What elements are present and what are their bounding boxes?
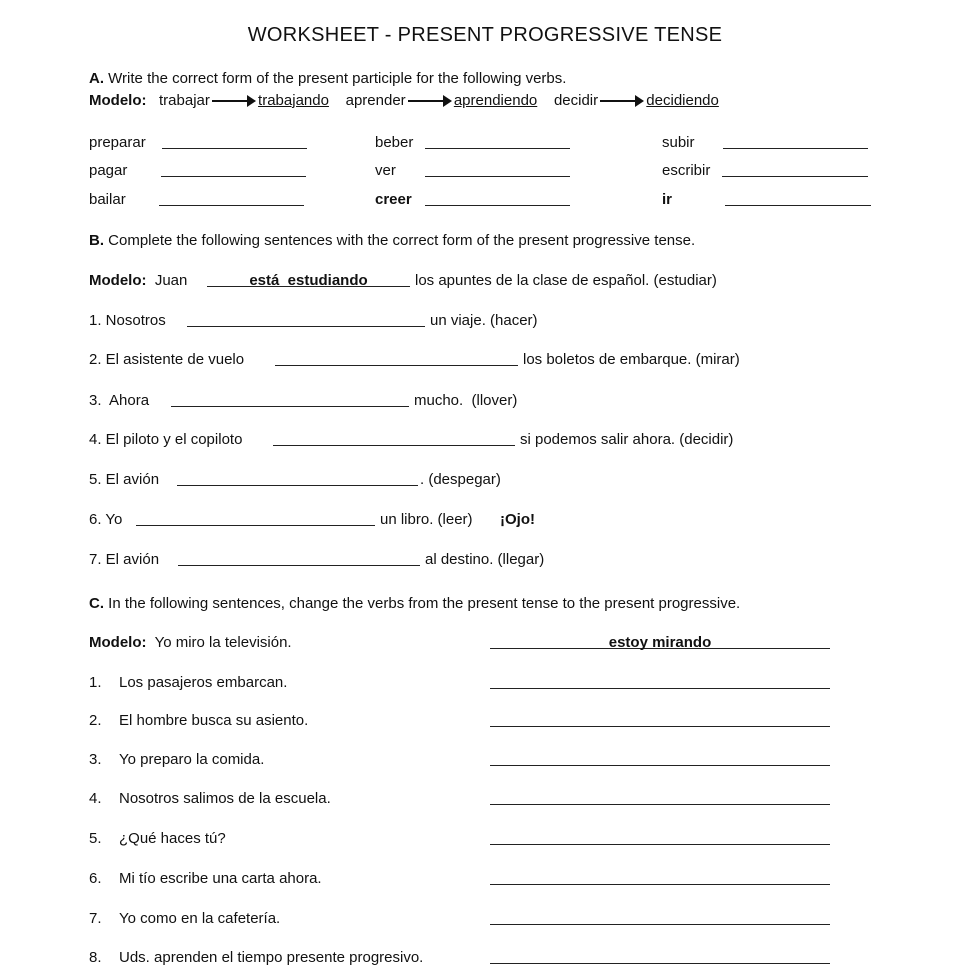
verb-label: escribir (662, 162, 711, 179)
section-b-modelo (0, 272, 970, 290)
page-title: WORKSHEET - PRESENT PROGRESSIVE TENSE (247, 24, 723, 46)
sentence-start: 7. El avión (89, 551, 160, 568)
sentence-text: ¿Qué haces tú? (119, 830, 226, 847)
sentence-start: 1. Nosotros (89, 312, 166, 329)
example-verb: decidir (553, 92, 599, 109)
answer-blank[interactable] (425, 162, 570, 177)
section-c-letter: C. (89, 595, 104, 612)
item-number: 2. (89, 712, 102, 729)
answer-blank[interactable] (723, 134, 868, 149)
sentence-item (0, 674, 970, 692)
modelo-label: Modelo: (89, 92, 147, 109)
sentence-end: . (despegar) (420, 471, 501, 488)
verb-label: bailar (89, 191, 126, 208)
answer-blank[interactable] (275, 351, 518, 366)
sentence-item (0, 511, 970, 529)
sentence-start: Juan (154, 272, 188, 289)
sentence-item (0, 471, 970, 489)
sentence-item (0, 790, 970, 808)
item-number: 6. (89, 870, 102, 887)
instruction-text: Complete the following sentences with the correct form of the present progressive tense. (108, 232, 696, 249)
sentence-item (0, 351, 970, 369)
sentence-text: Yo miro la televisión. (154, 634, 292, 651)
verb-label: preparar (89, 134, 146, 151)
sentence-end: al destino. (llegar) (425, 551, 545, 568)
example-verb: trabajar (159, 92, 210, 109)
answer-blank[interactable] (725, 191, 871, 206)
item-number: 5. (89, 830, 102, 847)
item-number: 3. (89, 751, 102, 768)
arrow-icon (600, 100, 640, 102)
sentence-end: un libro. (leer) (380, 511, 473, 528)
verb-label: beber (375, 134, 414, 151)
answer-blank[interactable] (171, 392, 409, 407)
sentence-text: Yo como en la cafetería. (119, 910, 281, 927)
sentence-item (0, 431, 970, 449)
answer-blank[interactable] (178, 551, 420, 566)
sentence-text: Los pasajeros embarcan. (119, 674, 288, 691)
verb-label: ir (662, 191, 673, 208)
sentence-item (0, 830, 970, 848)
sentence-start: 6. Yo (89, 511, 123, 528)
verb-label: ver (375, 162, 396, 179)
verb-label: creer (375, 191, 412, 208)
answer-blank[interactable] (490, 674, 830, 689)
section-b-instruction (89, 232, 695, 250)
sentence-item (0, 870, 970, 888)
instruction-text: Write the correct form of the present participle for the following verbs. (108, 70, 567, 87)
section-c-instruction (89, 595, 740, 613)
example-verb: aprender (345, 92, 406, 109)
answer-blank[interactable] (722, 162, 868, 177)
section-a-modelo (89, 92, 719, 110)
section-a-letter: A. (89, 70, 104, 87)
item-number: 8. (89, 949, 102, 966)
sentence-text: Yo preparo la comida. (119, 751, 265, 768)
verb-label: pagar (89, 162, 128, 179)
sentence-item (0, 910, 970, 928)
modelo-label: Modelo: (89, 634, 147, 651)
answer-blank[interactable] (273, 431, 515, 446)
sentence-item (0, 751, 970, 769)
answer-blank[interactable] (490, 949, 830, 964)
answer-blank[interactable] (490, 870, 830, 885)
example-answer: decidiendo (646, 92, 719, 109)
sentence-end: los boletos de embarque. (mirar) (523, 351, 740, 368)
sentence-item (0, 392, 970, 410)
answer-blank[interactable] (490, 712, 830, 727)
modelo-answer: está estudiando (249, 272, 368, 289)
example-answer: aprendiendo (453, 92, 538, 109)
section-c-modelo (0, 634, 970, 652)
sentence-end: si podemos salir ahora. (decidir) (520, 431, 734, 448)
item-number: 7. (89, 910, 102, 927)
ojo-note: ¡Ojo! (500, 511, 535, 528)
verb-row (0, 134, 970, 152)
sentence-start: 2. El asistente de vuelo (89, 351, 245, 368)
sentence-item (0, 312, 970, 330)
answer-blank[interactable] (161, 162, 306, 177)
sentence-text: Uds. aprenden el tiempo presente progresivo. (119, 949, 424, 966)
modelo-label: Modelo: (89, 272, 147, 289)
sentence-start: 4. El piloto y el copiloto (89, 431, 243, 448)
answer-blank[interactable] (490, 751, 830, 766)
item-number: 4. (89, 790, 102, 807)
answer-blank[interactable] (490, 790, 830, 805)
sentence-end: mucho. (llover) (414, 392, 518, 409)
verb-row (0, 191, 970, 209)
sentence-end: los apuntes de la clase de español. (estudiar) (415, 272, 717, 289)
verb-row (0, 162, 970, 180)
instruction-text: In the following sentences, change the verbs from the present tense to the present progressive. (108, 595, 741, 612)
answer-blank[interactable] (425, 191, 570, 206)
section-b-letter: B. (89, 232, 104, 249)
answer-blank[interactable] (490, 830, 830, 845)
answer-blank[interactable] (490, 910, 830, 925)
sentence-item (0, 949, 970, 967)
answer-blank[interactable] (187, 312, 425, 327)
sentence-end: un viaje. (hacer) (430, 312, 538, 329)
sentence-start: 5. El avión (89, 471, 160, 488)
item-number: 1. (89, 674, 102, 691)
sentence-item (0, 712, 970, 730)
example-answer: trabajando (258, 92, 329, 109)
arrow-icon (408, 100, 448, 102)
sentence-text: El hombre busca su asiento. (119, 712, 309, 729)
sentence-text: Nosotros salimos de la escuela. (119, 790, 331, 807)
modelo-answer: estoy mirando (608, 634, 712, 651)
answer-blank[interactable] (177, 471, 418, 486)
section-a-instruction (89, 70, 566, 88)
sentence-text: Mi tío escribe una carta ahora. (119, 870, 322, 887)
verb-label: subir (662, 134, 695, 151)
sentence-start: 3. Ahora (89, 392, 150, 409)
answer-blank[interactable] (136, 511, 375, 526)
answer-blank[interactable] (159, 191, 304, 206)
answer-blank[interactable] (162, 134, 307, 149)
arrow-icon (212, 100, 252, 102)
sentence-item (0, 551, 970, 569)
answer-blank[interactable] (425, 134, 570, 149)
